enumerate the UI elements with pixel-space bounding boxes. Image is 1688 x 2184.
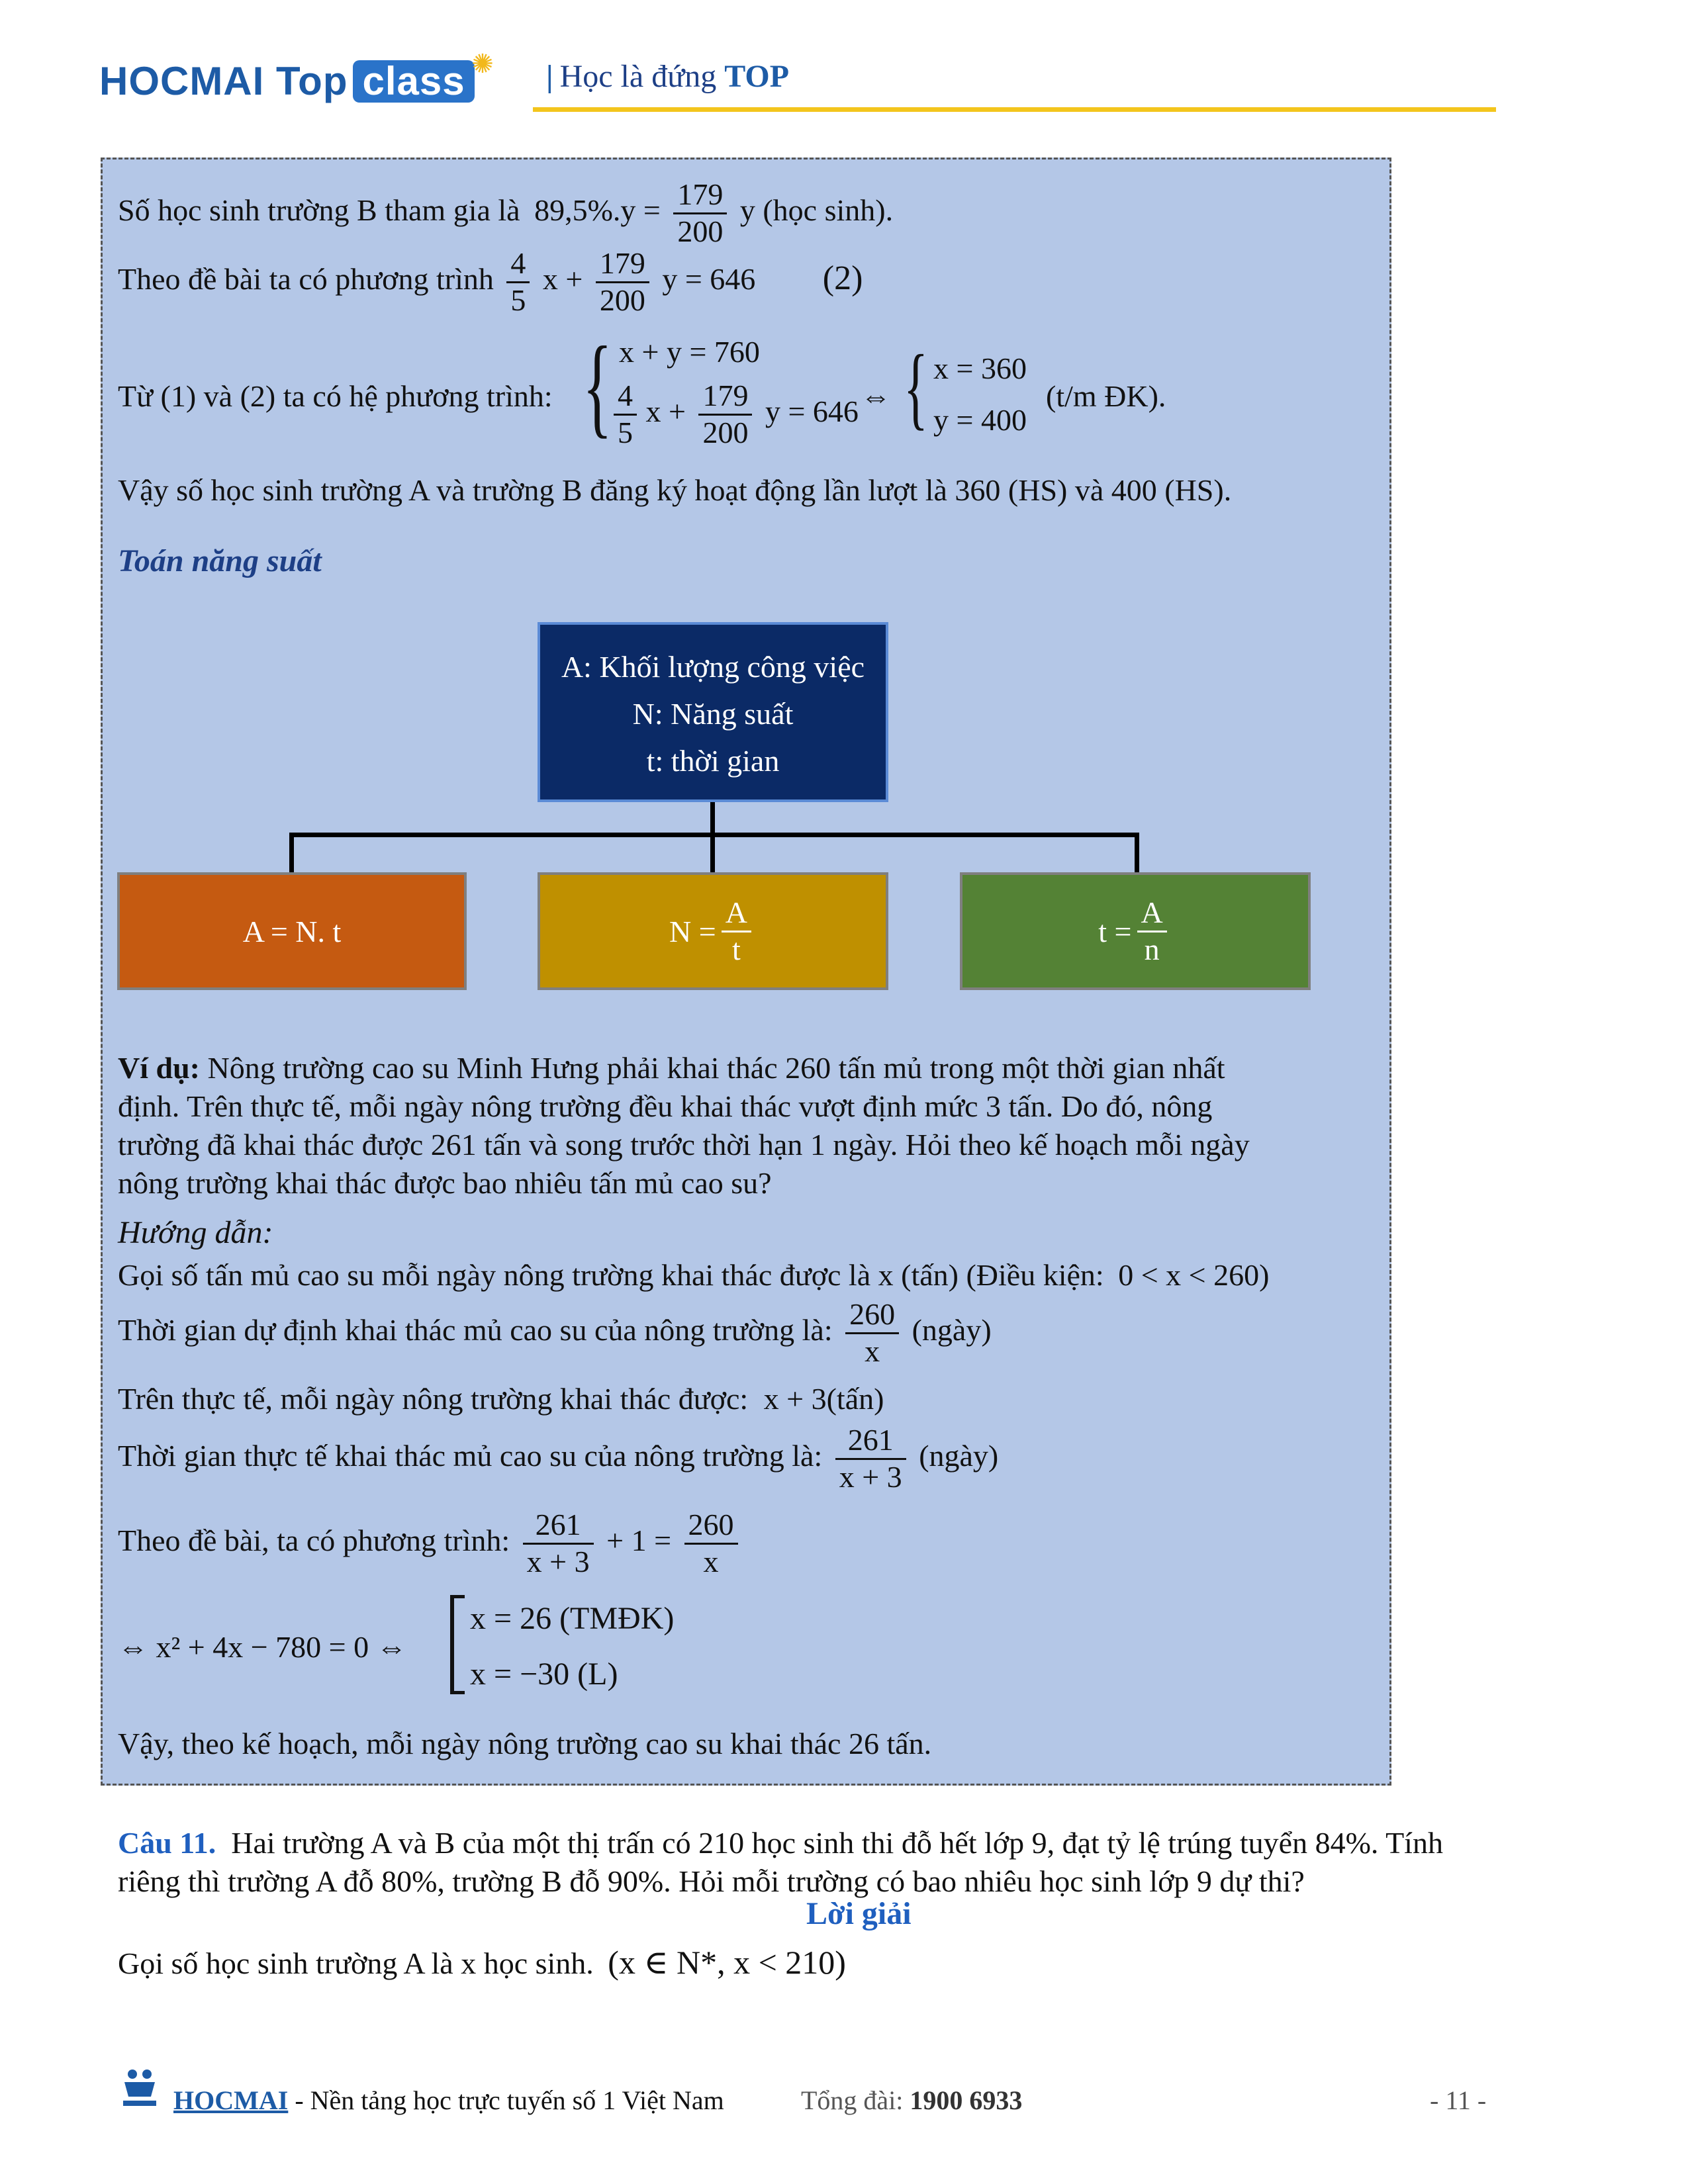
line-equation-2: Theo đề bài ta có phương trình $\frac{4}{5}$ x + $\frac{179}{200}$ y = 646 (2) — [118, 246, 863, 317]
example-line-1: Ví dụ: Nông trường cao su Minh Hưng phải khai thác 260 tấn mủ trong một thời gian nhất — [118, 1051, 1225, 1085]
right-brace: { — [904, 336, 928, 439]
left-brace: { — [583, 324, 612, 448]
guide-line-5: Theo đề bài, ta có phương trình: $\frac{261}{x + 3}$ + 1 = $\frac{260}{x}$ — [118, 1508, 743, 1580]
system-intro: Từ (1) và (2) ta có hệ phương trình: — [118, 379, 553, 413]
example-line-2: định. Trên thực tế, mỗi ngày nông trường đều khai thác vượt định mức 3 tấn. Do đó, nông — [118, 1089, 1213, 1123]
sun-icon: ✺ — [471, 50, 494, 79]
guide-line-1: Gọi số tấn mủ cao su mỗi ngày nông trường khai thác được là x (tấn) (Điều kiện: 0 < x < 260) — [118, 1258, 1270, 1292]
example-line-3: trường đã khai thác được 261 tấn và song trước thời hạn 1 ngày. Hỏi theo kế hoạch mỗi ngày — [118, 1128, 1250, 1161]
diagram-root: A: Khối lượng công việc N: Năng suất t: thời gian — [538, 622, 888, 802]
bracket — [450, 1595, 454, 1694]
guide-line-6: ⇔ x² + 4x − 780 = 0 ⇔ — [118, 1630, 407, 1664]
connector-horizontal — [289, 833, 1139, 837]
example-line-4: nông trường khai thác được bao nhiêu tấn mủ cao su? — [118, 1166, 772, 1200]
condition-note: (t/m ĐK). — [1046, 379, 1166, 413]
question-11-line-1: Câu 11. Hai trường A và B của một thị trấn có 210 học sinh thi đỗ hết lớp 9, đạt tỷ lệ trúng tuyển 84%. Tính — [118, 1826, 1443, 1860]
footer-brand: HOCMAI - Nền tảng học trực tuyến số 1 Việt Nam — [173, 2085, 724, 2115]
solution-line: Gọi số học sinh trường A là x học sinh. (x ∈ N*, x < 210) — [118, 1944, 846, 1981]
guide-conclusion: Vậy, theo kế hoạch, mỗi ngày nông trường cao su khai thác 26 tấn. — [118, 1727, 932, 1760]
solution-2: x = −30 (L) — [470, 1657, 618, 1692]
header-divider — [533, 107, 1496, 112]
hocmai-topclass-logo: HOCMAI Top class ✺ — [99, 50, 494, 103]
diagram-node-rate: N = $\frac{A}{t}$ — [538, 872, 888, 990]
footer-hotline: Tổng đài: 1900 6933 — [801, 2085, 1023, 2115]
question-11-line-2: riêng thì trường A đỗ 80%, trường B đỗ 90%. Hỏi mỗi trường có bao nhiêu học sinh lớp 9 dự thi? — [118, 1864, 1305, 1898]
line-students-b: Số học sinh trường B tham gia là 89,5%.y = $\frac{179}{200}$ y (học sinh). — [118, 177, 894, 248]
page-number: - 11 - — [1430, 2085, 1487, 2115]
connector-right — [1135, 833, 1139, 872]
system-eq1: x + y = 760 — [619, 335, 760, 369]
hocmai-footer-logo-icon — [118, 2066, 162, 2110]
tagline: | Học là đứng TOP — [546, 59, 790, 94]
solution-1: x = 26 (TMĐK) — [470, 1601, 675, 1636]
solution-x: x = 360 — [933, 351, 1027, 385]
diagram-node-time: t = $\frac{A}{n}$ — [960, 872, 1311, 990]
solution-title: Lời giải — [806, 1896, 912, 1931]
connector-vertical — [710, 802, 715, 872]
guide-line-2: Thời gian dự định khai thác mủ cao su của nông trường là: $\frac{260}{x}$ (ngày) — [118, 1297, 992, 1368]
connector-left — [289, 833, 294, 872]
guide-line-3: Trên thực tế, mỗi ngày nông trường khai thác được: x + 3(tấn) — [118, 1382, 884, 1416]
section-title: Toán năng suất — [118, 543, 322, 578]
guide-title: Hướng dẫn: — [118, 1215, 273, 1250]
equivalent-arrow: ⇔ — [861, 379, 891, 413]
guide-line-4: Thời gian thực tế khai thác mủ cao su của nông trường là: $\frac{261}{x + 3}$ (ngày) — [118, 1423, 999, 1494]
solution-y: y = 400 — [933, 403, 1027, 437]
conclusion-1: Vậy số học sinh trường A và trường B đăng ký hoạt động lần lượt là 360 (HS) và 400 (HS). — [118, 473, 1232, 507]
system-eq2: $\frac{4}{5}$ x + $\frac{179}{200}$ y = 646 — [612, 379, 859, 451]
fraction: $\frac{179}{200}$ — [673, 177, 727, 250]
diagram-node-work: A = N. t — [117, 872, 467, 990]
